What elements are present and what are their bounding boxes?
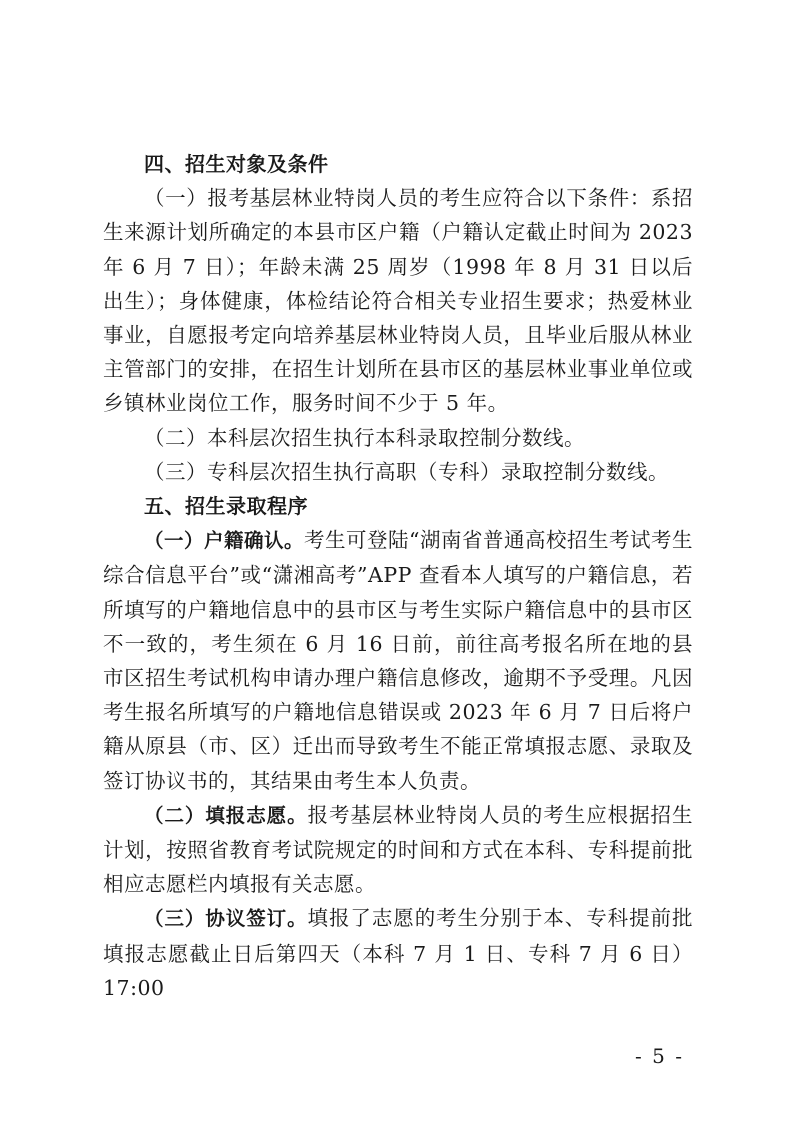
paragraph-4-3: （三）专科层次招生执行高职（专科）录取控制分数线。 (144, 459, 669, 484)
paragraph-lead: （二）填报志愿。 (144, 803, 308, 827)
paragraph-lead: （三）协议签订。 (144, 907, 308, 931)
paragraph-4-2: （二）本科层次招生执行本科录取控制分数线。 (144, 425, 585, 450)
section-heading-5: 五、招生录取程序 (144, 494, 308, 519)
paragraph-5-1 (103, 523, 693, 798)
paragraph-5-2 (103, 798, 693, 902)
paragraph-5-3 (103, 901, 693, 1005)
paragraph-lead: （一）户籍确认。 (144, 529, 305, 553)
section-heading-4: 四、招生对象及条件 (144, 152, 329, 176)
paragraph-text: 报考基层林业特岗人员的考生应根据招生计划，按照省教育考试院规定的时间和方式在本科、专科提前批相应志愿栏内填报有关志愿。 (103, 802, 693, 897)
paragraph-4-1: （一）报考基层林业特岗人员的考生应符合以下条件：系招生来源计划所确定的本县市区户籍（户籍认定截止时间为 2023 年 6 月 7 日）；年龄未满 25 周岁（1998 年 8 月 31 日以后出生）；身体健康，体检结论符合相关专业招生要求；热爱林业事业，自愿报考定向培养基层林业特岗人员，且毕业后服从林业主管部门的安排，在招生计划所在县市区的基层林业事业单位或乡镇林业岗位工作，服务时间不少于 5 年。 (103, 186, 693, 416)
document-body (103, 147, 693, 1005)
paragraph-text: 填报了志愿的考生分别于本、专科提前批填报志愿截止日后第四天（本科 7 月 1 日、专科 7 月 6 日）17:00 (103, 906, 693, 1000)
paragraph-text: 考生可登陆“湖南省普通高校招生考试考生综合信息平台”或“潇湘高考”APP 查看本人填写的户籍信息，若所填写的户籍地信息中的县市区与考生实际户籍信息中的县市区不一致的，考生须在 6 月 16 日前，前往高考报名所在地的县市区招生考试机构申请办理户籍信息修改，逾期不予受理。凡因考生报名所填写的户籍地信息错误或 2023 年 6 月 7 日后将户籍从原县（市、区）迁出而导致考生不能正常填报志愿、录取及签订协议书的，其结果由考生本人负责。 (103, 528, 693, 793)
page-number: - 5 - (635, 1044, 684, 1068)
